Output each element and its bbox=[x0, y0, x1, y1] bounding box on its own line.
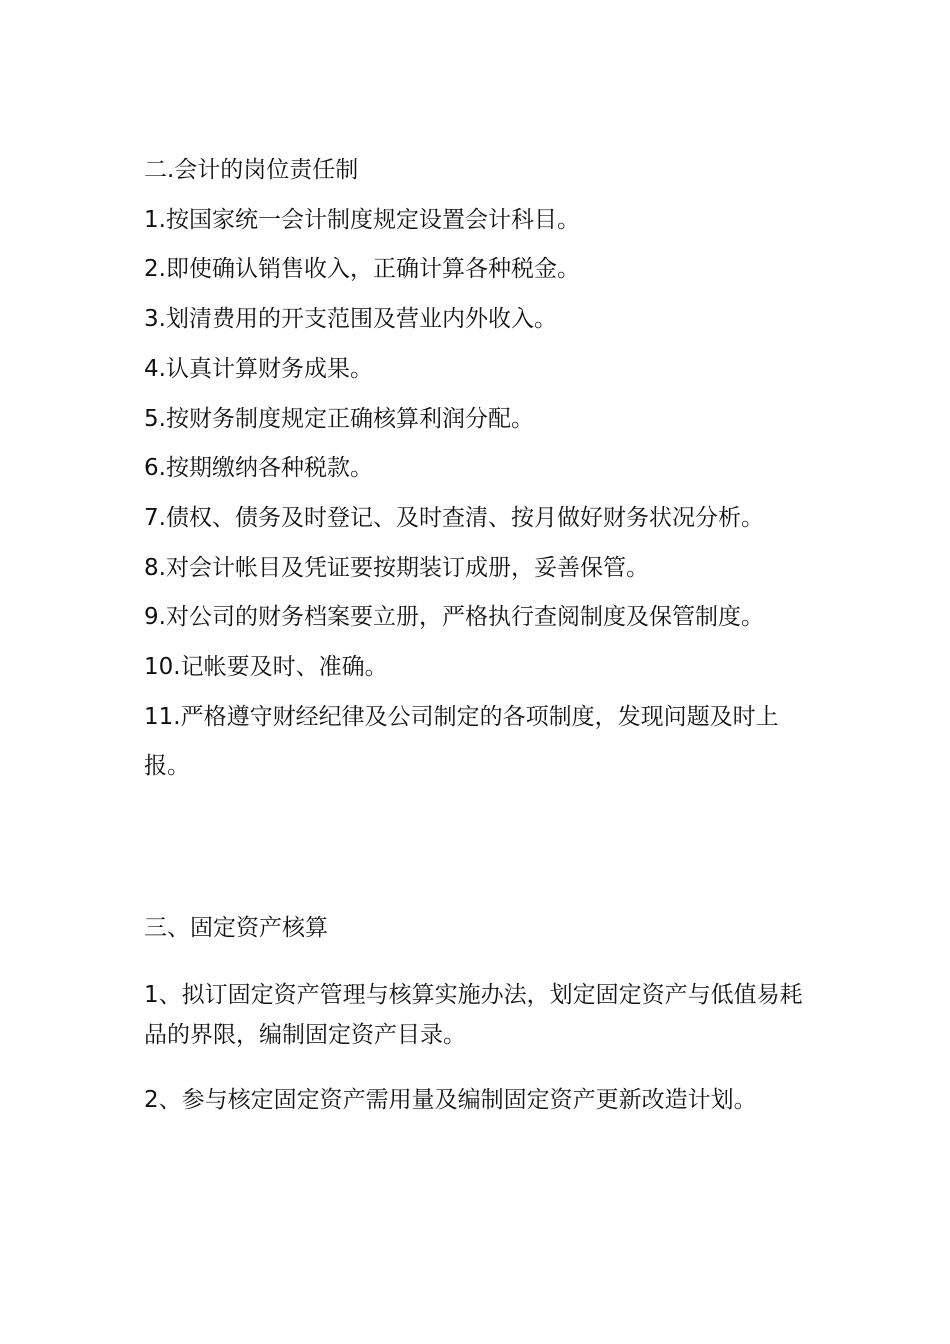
list-item: 8.对会计帐目及凭证要按期装订成册，妥善保管。 bbox=[144, 554, 649, 581]
list-item: 1、拟订固定资产管理与核算实施办法，划定固定资产与低值易耗品的界限，编制固定资产目录。 bbox=[144, 982, 803, 1048]
list-item: 3.划清费用的开支范围及营业内外收入。 bbox=[144, 306, 557, 333]
section-accounting-responsibilities bbox=[144, 146, 814, 792]
list-item: 1.按国家统一会计制度规定设置会计科目。 bbox=[144, 206, 580, 233]
list-item: 5.按财务制度规定正确核算利润分配。 bbox=[144, 405, 534, 432]
list-item: 6.按期缴纳各种税款。 bbox=[144, 455, 373, 482]
list-item: 2.即使确认销售收入，正确计算各种税金。 bbox=[144, 256, 580, 283]
section-title-fixed-assets: 三、固定资产核算 bbox=[144, 915, 328, 941]
list-item: 2、参与核定固定资产需用量及编制固定资产更新改造计划。 bbox=[144, 1087, 757, 1113]
list-item: 11.严格遵守财经纪律及公司制定的各项制度，发现问题及时上报。 bbox=[144, 703, 779, 780]
section-title: 二.会计的岗位责任制 bbox=[144, 157, 359, 183]
list-item: 4.认真计算财务成果。 bbox=[144, 355, 373, 382]
list-item: 9.对公司的财务档案要立册，严格执行查阅制度及保管制度。 bbox=[144, 604, 764, 631]
list-item: 7.债权、债务及时登记、及时查清、按月做好财务状况分析。 bbox=[144, 504, 764, 531]
list-item: 10.记帐要及时、准确。 bbox=[144, 654, 388, 681]
